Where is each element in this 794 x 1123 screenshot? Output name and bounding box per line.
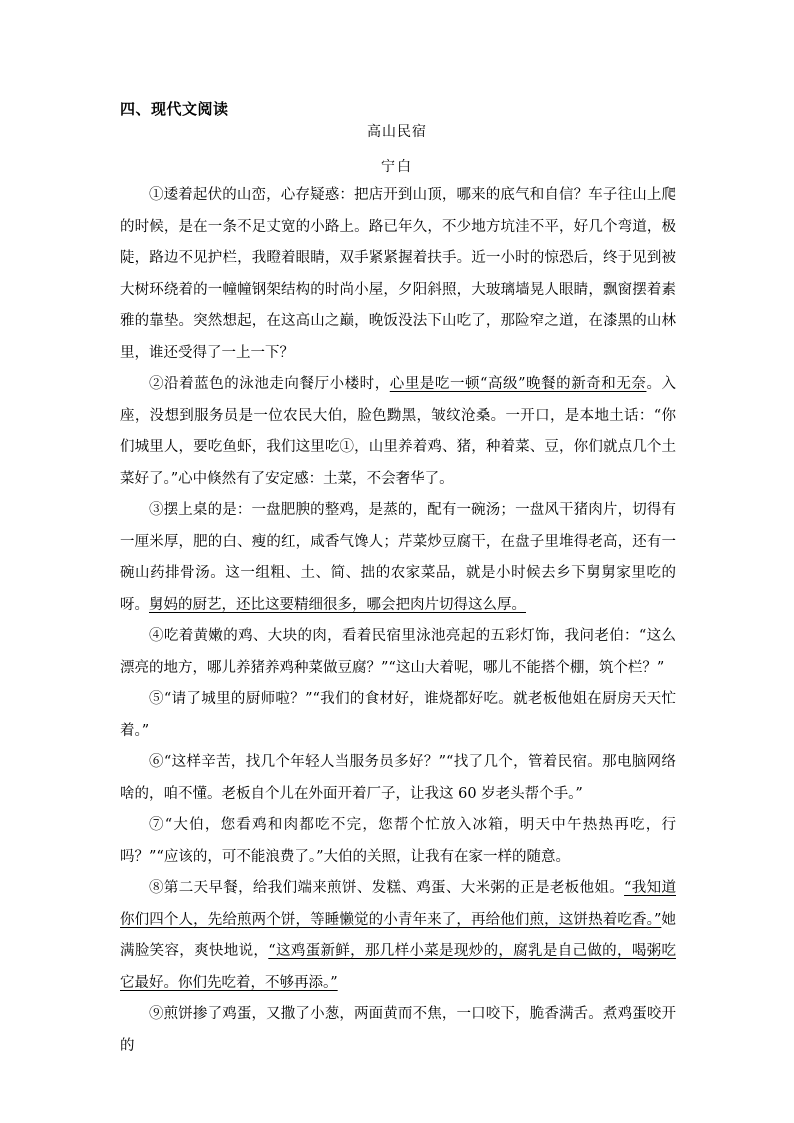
paragraph-2: ②沿着蓝色的泳池走向餐厅小楼时，心里是吃一顿“高级”晚餐的新奇和无奈。入座，没想到服务员是一位农民大伯，脸色黝黑，皱纹沧桑。一开口，是本地土话：“你们城里人，要吃鱼虾，我们这里吃①，山里养着鸡、猪，种着菜、豆，你们就点几个土菜好了。”心中倏然有了安定感：土菜，不会奢华了。 <box>120 376 677 487</box>
paragraph-9: ⑨煎饼掺了鸡蛋，又撒了小葱，两面黄而不焦，一口咬下，脆香满舌。煮鸡蛋咬开的 <box>120 1006 676 1054</box>
article-body <box>120 180 676 1062</box>
article-author: 宁白 <box>381 159 413 175</box>
paragraph-4: ④吃着黄嫩的鸡、大块的肉，看着民宿里泳池亮起的五彩灯饰，我问老伯：“这么漂亮的地方，哪儿养猪养鸡种菜做豆腐？”“这山大着呢，哪儿不能搭个棚，筑个栏？” <box>120 628 676 676</box>
paragraph-6: ⑥“这样辛苦，找几个年轻人当服务员多好？”“找了几个，管着民宿。那电脑网络啥的，咱不懂。老板自个儿在外面开着厂子，让我这 60 岁老头帮个手。” <box>120 754 676 802</box>
paragraph-3: ③摆上桌的是：一盘肥腴的整鸡，是蒸的，配有一碗汤；一盘风干猪肉片，切得有一厘米厚，肥的白、瘦的红，咸香气馋人；芹菜炒豆腐干，在盘子里堆得老高，还有一碗山药排骨汤。这一组粗、土、简、拙的农家菜品，就是小时候去乡下舅舅家里吃的呀。舅妈的厨艺，还比这要精细很多，哪会把肉片切得这么厚。 <box>120 502 676 613</box>
underlined-phrase: 舅妈的厨艺，还比这要精细很多，哪会把肉片切得这么厚。 <box>149 596 526 613</box>
underlined-phrase: “我知道你们四个人，先给煎两个饼，等睡懒觉的小青年来了，再给他们煎，这饼热着吃香。” <box>120 880 676 928</box>
paragraph-7: ⑦“大伯，您看鸡和肉都吃不完，您帮个忙放入冰箱，明天中午热热再吃，行吗？”“应该的，可不能浪费了。”大伯的关照，让我有在家一样的随意。 <box>120 817 676 865</box>
section-heading: 四、现代文阅读 <box>120 100 229 118</box>
underlined-phrase: 心里是吃一顿“高级”晚餐的新奇和无奈 <box>389 376 647 392</box>
article-title: 高山民宿 <box>367 124 427 140</box>
paragraph-1: ①逶着起伏的山峦，心存疑惑：把店开到山顶，哪来的底气和自信？车子往山上爬的时候，是在一条不足丈宽的小路上。路已年久，不少地方坑洼不平，好几个弯道，极陡，路边不见护栏，我瞪着眼睛，双手紧紧握着扶手。近一小时的惊恐后，终于见到被大树环绕着的一幢幢钢架结构的时尚小屋，夕阳斜照，大玻璃墙晃人眼睛，飘窗摆着素雅的靠垫。突然想起，在这高山之巅，晚饭没法下山吃了，那险窄之道，在漆黑的山林里，谁还受得了一上一下？ <box>120 187 676 361</box>
paragraph-8: ⑧第二天早餐，给我们端来煎饼、发糕、鸡蛋、大米粥的正是老板他姐。“我知道你们四个人，先给煎两个饼，等睡懒觉的小青年来了，再给他们煎，这饼热着吃香。”她满脸笑容，爽快地说，“这鸡蛋新鲜，那几样小菜是现炒的，腐乳是自己做的，喝粥吃它最好。你们先吃着，不够再添。” <box>120 880 677 991</box>
underlined-phrase: “这鸡蛋新鲜，那几样小菜是现炒的，腐乳是自己做的，喝粥吃它最好。你们先吃着，不够再添。” <box>120 943 676 991</box>
paragraph-5: ⑤“请了城里的厨师啦？”“我们的食材好，谁烧都好吃。就老板他姐在厨房天天忙着。” <box>120 691 676 739</box>
